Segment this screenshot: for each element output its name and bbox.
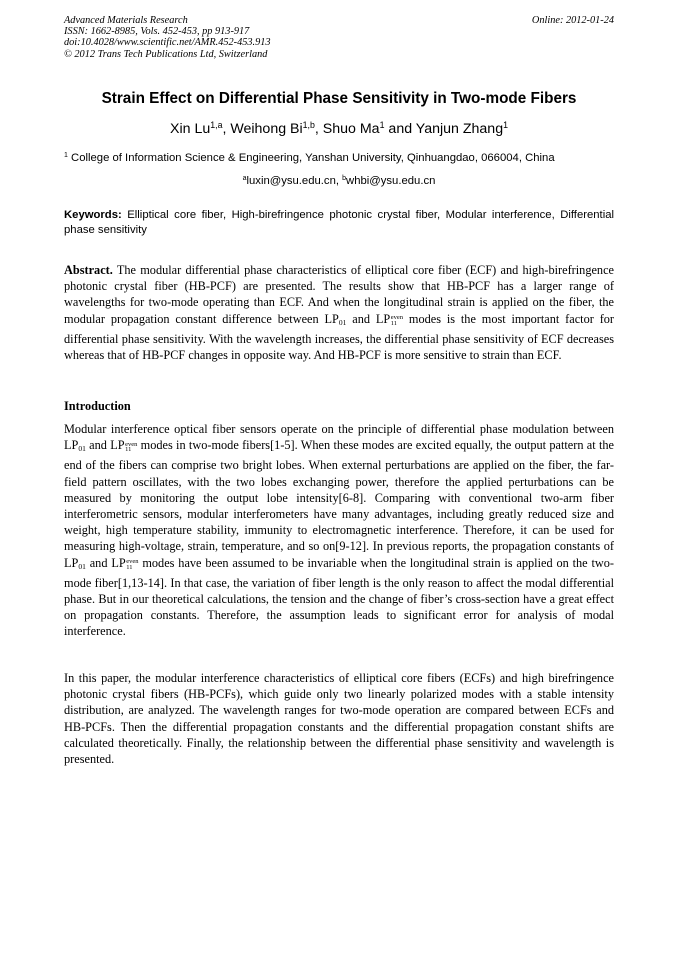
email-mark: a — [242, 175, 247, 183]
mode-lp01: $LP_{01}$ — [64, 555, 86, 571]
journal-header — [64, 15, 614, 60]
affiliation-text: College of Information Science & Engineering, Yanshan University, Qinhuangdao, 066004, China — [71, 152, 555, 164]
mode-lp11-even: LP even 11 — [111, 555, 139, 571]
journal-name: Advanced Materials Research — [64, 15, 188, 26]
author-and: and — [384, 121, 416, 137]
keywords — [64, 208, 614, 238]
introduction-paragraph-2: In this paper, the modular interference characteristics of elliptical core fibers (ECFs) and high birefringence photonic crystal fibers (HB-PCFs), which guide only two linearly polarized modes with a stable intensity distribution, are analyzed. The wavelength ranges for two-mode operation are compared between ECFs and HB-PCFs. Then the differential propagation constants and the differential propagation constant shifts are calculated theoretically. Finally, the relationship between the differential phase sensitivity and wavelength is presented. — [64, 671, 614, 767]
affiliation-mark: 1 — [64, 152, 68, 160]
abstract — [64, 262, 614, 363]
author-name: Weihong Bi — [230, 121, 303, 137]
copyright-line: © 2012 Trans Tech Publications Ltd, Switzerland — [64, 48, 268, 60]
abstract-label: Abstract. — [64, 263, 113, 277]
author-affil-mark: 1 — [503, 120, 508, 131]
author-name: Xin Lu — [170, 121, 211, 137]
affiliation — [64, 152, 618, 164]
online-date: Online: 2012-01-24 — [531, 15, 614, 26]
author-emails: $^a$luxin@ysu.edu.cn, $^b$whbi@ysu.edu.cn — [242, 175, 436, 187]
author-name: Shuo Ma — [322, 121, 380, 137]
abstract-and: and — [352, 311, 371, 326]
abstract-text-cont: modes is the most important factor for differential phase sensitivity. With the wavelength increases, the differential phase sensitivity of ECF decreases whereas that of HB-PCF changes in opposite way. And HB-PCF is more sensitive to strain than ECF. — [64, 311, 615, 363]
author-list — [40, 121, 638, 137]
author-separator: , — [222, 121, 231, 137]
mode-lp11-even: LP even 11 — [375, 311, 404, 327]
author-affil-mark: 1,a — [210, 120, 223, 131]
keywords-text: Elliptical core fiber, High-birefringence photonic crystal fiber, Modular interference, Differential phase sensitivity — [64, 209, 614, 236]
author-separator: , — [314, 121, 323, 137]
doi-line: doi:10.4028/www.scientific.net/AMR.452-453.913 — [64, 37, 271, 49]
section-heading-introduction: Introduction — [64, 399, 131, 413]
mode-lp01: $LP_{01}$ — [324, 311, 347, 327]
keywords-label: Keywords: — [64, 209, 122, 221]
author-affil-mark: 1 — [379, 120, 385, 131]
issn-line: ISSN: 1662-8985, Vols. 452-453, pp 913-917 — [64, 26, 250, 38]
mode-lp11-even: LP even 11 — [110, 438, 138, 454]
author-affil-mark: 1,b — [302, 120, 315, 131]
email-address[interactable]: whbi@ysu.edu.cn — [346, 175, 436, 187]
mode-lp01: $LP_{01}$ — [64, 438, 86, 454]
introduction-paragraph-1: Modular interference optical fiber sensors operate on the principle of differential phase modulation between $LP_{01}$ and LP even 11 modes in two-mode fibers[1-5]. When these modes are excited equally, the output pattern at the end of the fibers can comprise two bright lobes. When external perturbations are applied on the fiber, the far-field pattern oscillates, with the two lobes exchanging power, therefore the applied perturbations can be measured by monitoring the output lobe intensity[6-8]. Comparing with conventional two-arm fiber interferometric sensors, modular interferometers have many advantages, including greatly reduced size and weight, high temperature stability, immunity to electromagnetic interference. Therefore, it can be used for measuring high-voltage, strain, temperature, and so on[9-12]. In previous reports, the propagation constants of $LP_{01}$ and LP even 11 modes have been assumed to be invariable when the longitudinal strain is applied on the two-mode fiber[1,13-14]. In that case, the variation of fiber length is the only reason to affect the modal differential phase. But in our theoretical calculations, the tension and the change of fiber’s cross-section have a great effect on propagation constants. Therefore, the assumption leads to significant error for analysis of modal interference. — [64, 422, 615, 639]
paper-title: Strain Effect on Differential Phase Sensitivity in Two-mode Fibers — [101, 90, 577, 107]
email-address[interactable]: luxin@ysu.edu.cn — [246, 175, 336, 187]
abstract-text: The modular differential phase characteristics of elliptical core fiber (ECF) and high-birefringence photonic crystal fiber (HB-PCF) are presented. The results show that HB-PCF has a larger range of wavelengths for two-mode operating than ECF. And when the longitudinal strain is applied on the fiber, the modular propagation constant difference between — [64, 263, 614, 326]
email-mark: b — [342, 175, 347, 183]
author-name: Yanjun Zhang — [415, 121, 504, 137]
